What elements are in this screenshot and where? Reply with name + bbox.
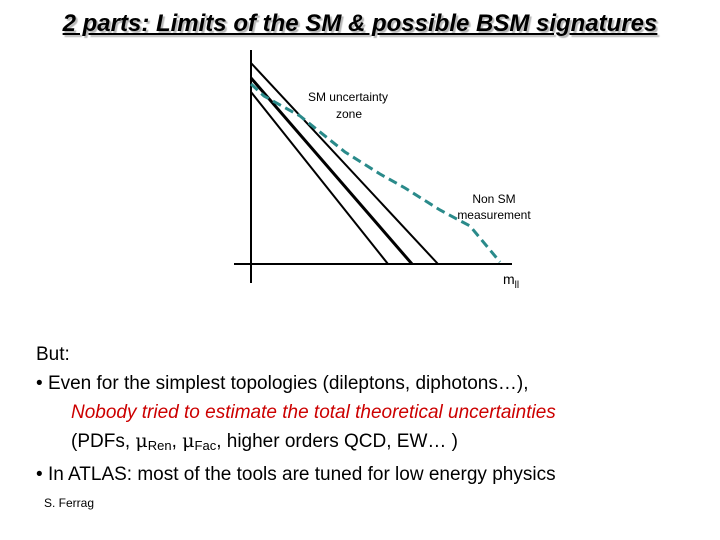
bullet-icon: • <box>36 464 43 485</box>
mu-fac-symbol: μ <box>182 430 195 452</box>
axis-label <box>503 271 519 291</box>
body-line-sources <box>36 427 716 460</box>
sm-zone-label-line2: zone <box>335 107 363 121</box>
mu-ren-symbol: μ <box>135 430 148 452</box>
body-text <box>36 340 716 489</box>
fac-subscript: Fac <box>194 438 217 453</box>
bullet-icon: • <box>36 373 43 394</box>
non-sm-dashed-curve <box>251 84 500 262</box>
non-sm-label-line1: Non SM <box>472 192 516 206</box>
sources-prefix: (PDFs, <box>71 431 136 452</box>
author-credit: S. Ferrag <box>44 496 95 510</box>
sm-line-lower <box>251 92 388 264</box>
sm-line-central <box>251 78 412 264</box>
sources-suffix: , higher orders QCD, EW… ) <box>216 431 458 452</box>
axis-label-main: m <box>503 271 515 287</box>
bullet-text-topologies: Even for the simplest topologies (dileptons, diphotons…), <box>47 373 529 394</box>
sm-zone-label-line1: SM uncertainty <box>307 90 389 104</box>
bullet-item-atlas <box>36 460 716 489</box>
bullet-item-topologies <box>36 369 716 398</box>
page-title: 2 parts: Limits of the SM & possible BSM signatures <box>62 10 658 37</box>
sources-separator: , <box>171 431 183 452</box>
non-sm-label-line2: measurement <box>457 208 531 222</box>
ren-subscript: Ren <box>147 438 172 453</box>
bullet-text-atlas: In ATLAS: most of the tools are tuned for low energy physics <box>47 464 556 485</box>
body-line-but: But: <box>36 344 70 365</box>
axis-label-sub: ll <box>514 280 520 291</box>
body-line-uncertainties: Nobody tried to estimate the total theoretical uncertainties <box>71 402 556 423</box>
